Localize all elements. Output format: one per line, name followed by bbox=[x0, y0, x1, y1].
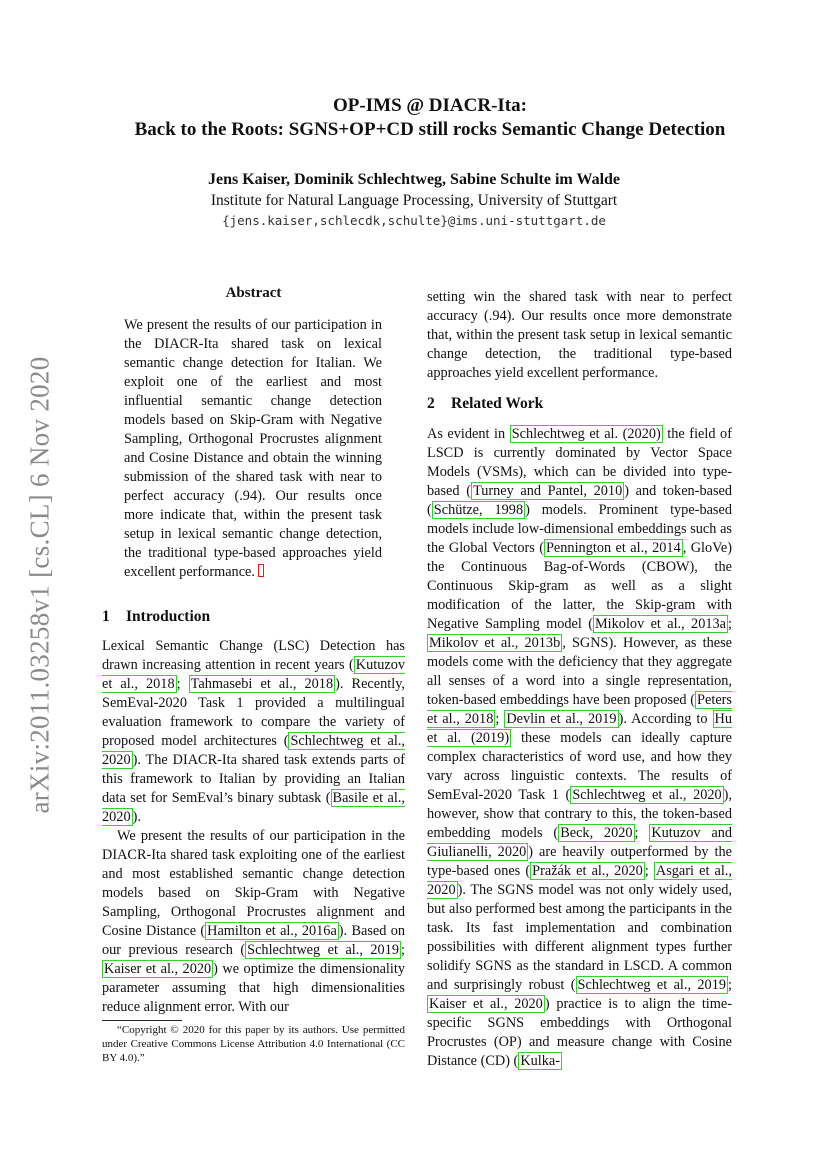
introduction-body bbox=[102, 637, 405, 1017]
section-heading-introduction bbox=[102, 608, 210, 626]
citation-link[interactable]: Turney and Pantel, 2010 bbox=[472, 483, 623, 499]
text-run: , GloVe) the Continuous Bag-of-Words (CBOW), the Continuous Skip-gram as well as a slight modification of the latter, the Skip-gram with Negative Sampling model ( bbox=[427, 540, 732, 632]
text-run: Lexical Semantic Change (LSC) Detection has drawn increasing attention in recent years ( bbox=[102, 638, 405, 673]
citation-link[interactable]: Tahmasebi et al., 2018 bbox=[190, 676, 334, 692]
text-run: ; bbox=[495, 711, 505, 727]
text-run: ) models. Prominent type-based models include low-dimensional embeddings such as the Global Vectors ( bbox=[427, 502, 732, 556]
citation-link[interactable]: Devlin et al., 2019 bbox=[506, 711, 617, 727]
text-run: As evident in bbox=[427, 426, 510, 442]
citation-link[interactable]: Schlechtweg et al., 2020 bbox=[102, 733, 405, 768]
section-number: 2 bbox=[427, 395, 435, 412]
text-run: ), however, show that contrary to this, the token-based embedding models ( bbox=[427, 787, 733, 841]
citation-link[interactable]: Pennington et al., 2014 bbox=[545, 540, 681, 556]
text-run: these models can ideally capture complex characteristics of word use, and how they vary across linguistic contexts. The results of SemEval-2020 Task 1 ( bbox=[427, 730, 732, 803]
footnote-copyright: “Copyright © 2020 for this paper by its authors. Use permitted under Creative Commons License Attribution 4.0 International (CC BY 4.0).” bbox=[102, 1024, 405, 1064]
related-work-paragraph bbox=[427, 425, 732, 1071]
text-run: , SGNS). However, as these models come with the deficiency that they aggregate all senses of a word into a single representation, token-based embeddings have been proposed ( bbox=[427, 635, 732, 708]
citation-link[interactable]: Kulka- bbox=[520, 1053, 561, 1069]
text-run: ). Recently, SemEval-2020 Task 1 provided a multilingual evaluation framework to compare the variety of proposed model architectures ( bbox=[102, 676, 405, 749]
citation-link[interactable]: Basile et al., 2020 bbox=[102, 790, 405, 825]
section-number: 1 bbox=[102, 608, 110, 625]
text-run: ; bbox=[176, 676, 189, 692]
text-run: ). Based on our previous research ( bbox=[102, 923, 405, 958]
citation-link[interactable]: Kaiser et al., 2020 bbox=[429, 996, 543, 1012]
text-run: ; bbox=[728, 616, 732, 632]
paper-title-line1: OP-IMS @ DIACR-Ita: bbox=[333, 95, 527, 116]
paper-title-line2: Back to the Roots: SGNS+OP+CD still rocks Semantic Change Detection bbox=[134, 119, 726, 140]
citation-link[interactable]: Mikolov et al., 2013a bbox=[594, 616, 727, 632]
citation-link[interactable]: Hu et al. (2019) bbox=[427, 711, 733, 746]
affiliation: Institute for Natural Language Processing, University of Stuttgart bbox=[210, 192, 618, 209]
citation-link[interactable]: Kutuzov et al., 2018 bbox=[102, 657, 405, 692]
citation-link[interactable]: Asgari et al., 2020 bbox=[427, 863, 733, 898]
arxiv-sidebar bbox=[20, 356, 60, 814]
text-run: ) practice is to align the time-specific SGNS embeddings with Orthogonal Procrustes (OP) and measure change with Cosine Distance (CD) ( bbox=[427, 996, 733, 1069]
citation-link[interactable]: Pražák et al., 2020 bbox=[532, 863, 643, 879]
intro-paragraph-1 bbox=[102, 637, 405, 827]
author-list: Jens Kaiser, Dominik Schlechtweg, Sabine Schulte im Walde bbox=[207, 171, 621, 188]
footnote-divider bbox=[102, 1020, 182, 1021]
author-email: {jens.kaiser,schlecdk,schulte}@ims.uni-stuttgart.de bbox=[222, 213, 606, 228]
text-run: ) are heavily outperformed by the type-based ones ( bbox=[427, 844, 732, 879]
text-run: ; bbox=[634, 825, 650, 841]
text-run: ; bbox=[401, 942, 405, 958]
text-run: ; bbox=[644, 863, 654, 879]
abstract-body bbox=[124, 316, 382, 582]
citation-link[interactable]: Schütze, 1998 bbox=[433, 502, 524, 518]
text-run: ). bbox=[132, 809, 141, 825]
citation-link[interactable]: Mikolov et al., 2013b bbox=[429, 635, 561, 651]
abstract-text: We present the results of our participation in the DIACR-Ita shared task on lexical semantic change detection for Italian. We exploit one of the earliest and most influential semantic change detection models based on Skip-Gram with Negative Sampling, Orthogonal Procrustes alignment and Cosine Distance and obtain the winning submission of the shared task with near to perfect accuracy (.94). Our results once more indicate that, within the present task setup in lexical semantic change detection, the traditional type-based approaches yield excellent performance. bbox=[124, 317, 382, 580]
arxiv-identifier: arXiv:2011.03258v1 [cs.CL] 6 Nov 2020 bbox=[24, 356, 55, 814]
section-title: Introduction bbox=[126, 608, 211, 625]
citation-link[interactable]: Kaiser et al., 2020 bbox=[104, 961, 212, 977]
continuation-paragraph: setting win the shared task with near to perfect accuracy (.94). Our results once more demonstrate that, within the present task setup in lexical semantic change detection, the traditional type-based approaches yield excellent performance. bbox=[427, 289, 732, 381]
text-run: ) we optimize the dimensionality parameter assuming that high dimensionalities reduce alignment error. With our bbox=[102, 961, 405, 1015]
citation-link[interactable]: Schlechtweg et al., 2019 bbox=[247, 942, 400, 958]
text-run: the field of LSCD is currently dominated by Vector Space Models (VSMs), which can be divided into type-based ( bbox=[427, 426, 732, 499]
text-run: ). The DIACR-Ita shared task extends parts of this framework to Italian by providing an Italian data set for SemEval’s binary subtask ( bbox=[102, 752, 405, 806]
footnote-marker-icon[interactable] bbox=[258, 564, 264, 577]
citation-link[interactable]: Peters et al., 2018 bbox=[427, 692, 732, 727]
text-run: ; bbox=[728, 977, 732, 993]
text-run: ) and token-based ( bbox=[427, 483, 732, 518]
intro-continuation bbox=[427, 288, 732, 383]
citation-link[interactable]: Schlechtweg et al. (2020) bbox=[511, 426, 661, 442]
section-title: Related Work bbox=[451, 395, 544, 412]
citation-link[interactable]: Schlechtweg et al., 2020 bbox=[572, 787, 722, 803]
text-run: ). According to bbox=[618, 711, 713, 727]
section-heading-related-work bbox=[427, 395, 543, 413]
intro-paragraph-2 bbox=[102, 827, 405, 1017]
citation-link[interactable]: Hamilton et al., 2016a bbox=[207, 923, 337, 939]
abstract-heading: Abstract bbox=[225, 285, 282, 301]
text-run: ). The SGNS model was not only widely used, but also performed best among the participants in the task. Its fast implementation and combination possibilities with different alignment types further solidify SGNS as the standard in LSCD. A common and surprisingly robust ( bbox=[427, 882, 732, 993]
related-work-body bbox=[427, 425, 732, 1071]
citation-link[interactable]: Schlechtweg et al., 2019 bbox=[577, 977, 727, 993]
citation-link[interactable]: Kutuzov and Giulianelli, 2020 bbox=[427, 825, 732, 860]
text-run: We present the results of our participation in the DIACR-Ita shared task exploiting one of the earliest and most established semantic change detection models based on Skip-Gram with Negative Sampling, Orthogonal Procrustes alignment and Cosine Distance ( bbox=[102, 828, 405, 939]
citation-link[interactable]: Beck, 2020 bbox=[560, 825, 633, 841]
